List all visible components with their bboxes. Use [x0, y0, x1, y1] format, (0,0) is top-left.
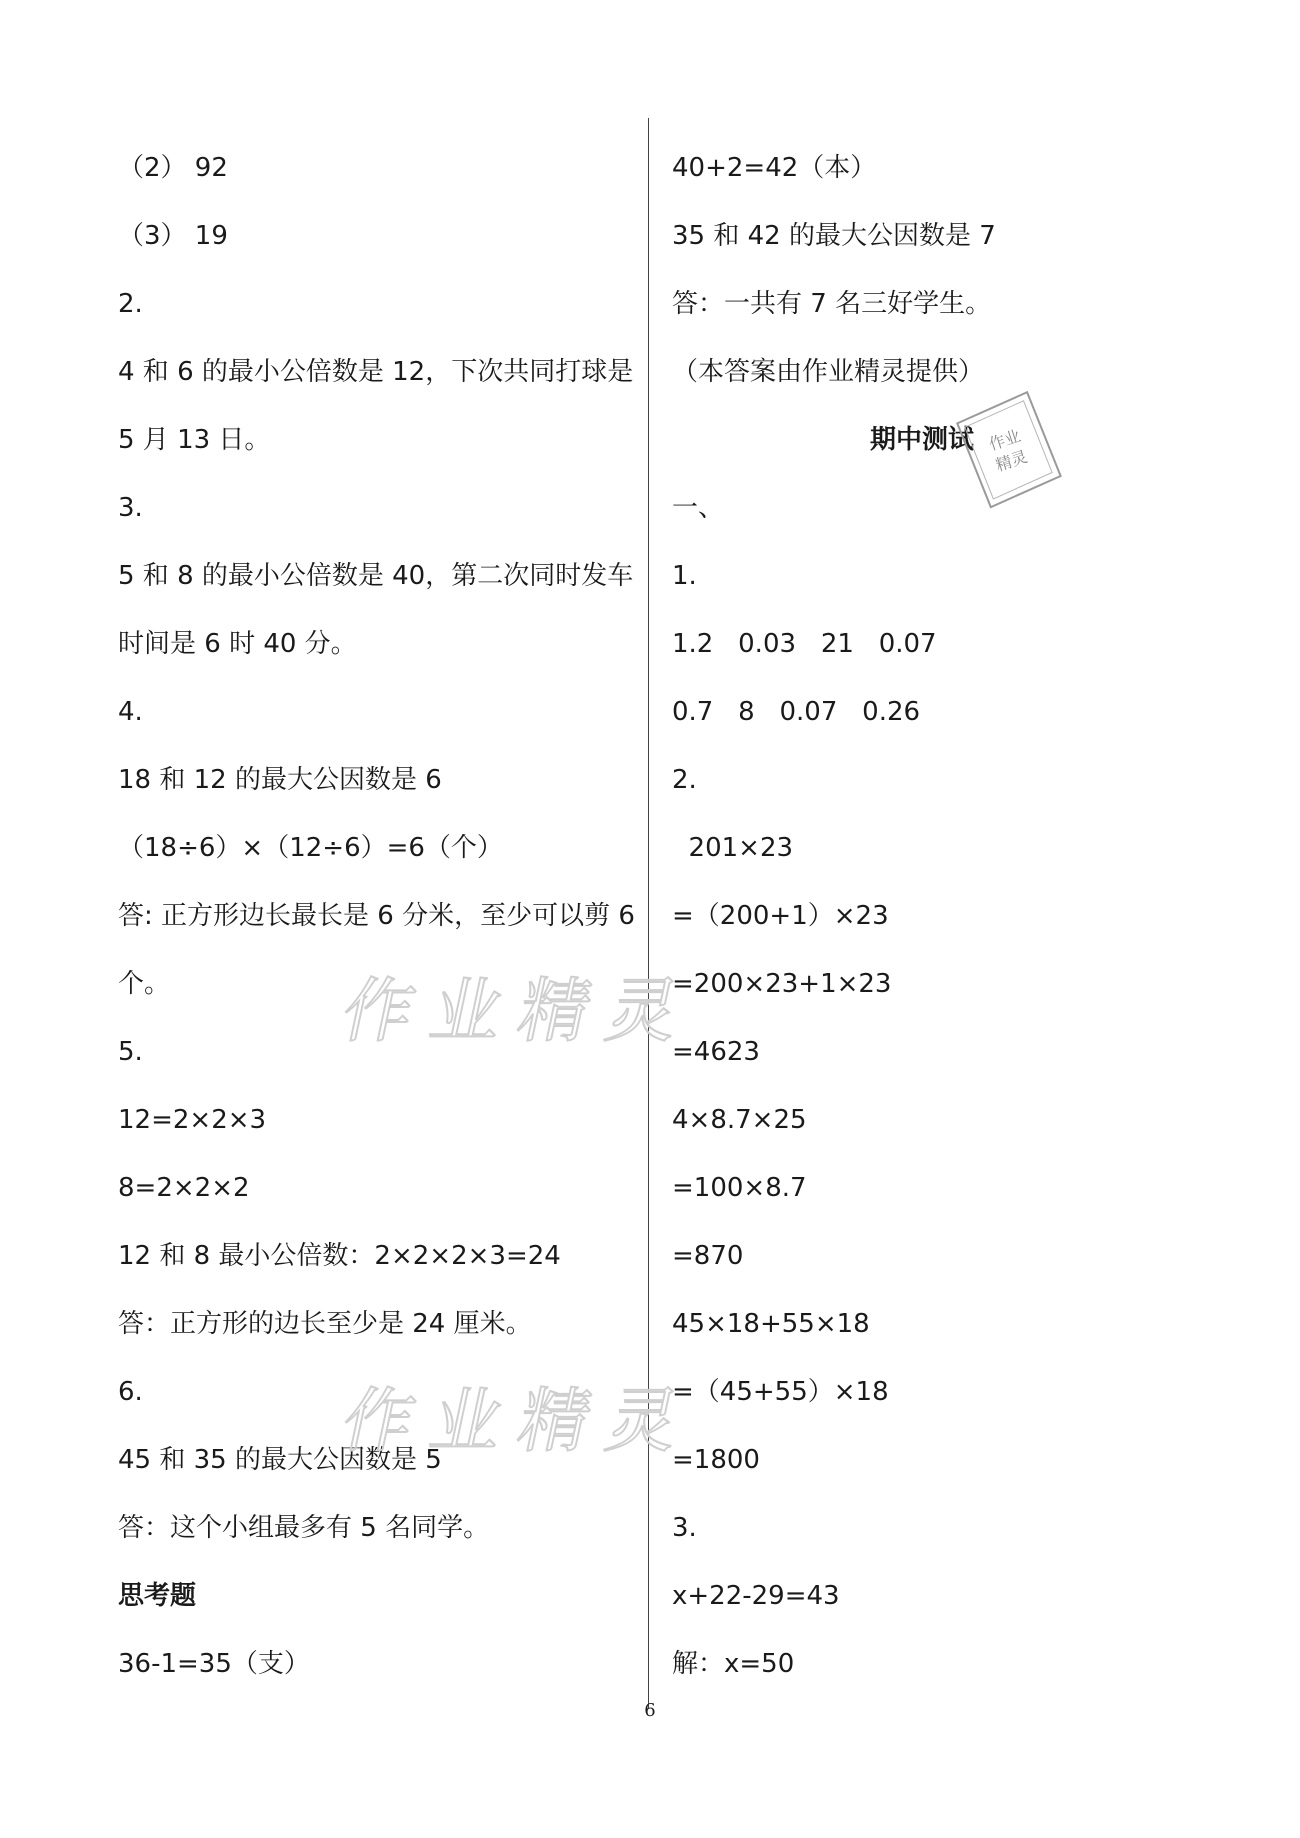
watermark: 作业精灵 [335, 970, 705, 1052]
question-number: 5. [118, 1037, 143, 1067]
answer-line: 答：这个小组最多有 5 名同学。 [118, 1513, 490, 1543]
answer-line: 1.2 0.03 21 0.07 [672, 629, 937, 659]
question-number: 1. [672, 561, 697, 591]
left-column [118, 138, 638, 1702]
answer-line: 个。 [118, 969, 171, 999]
part-number: 一、 [672, 493, 725, 523]
page-number: 6 [644, 1700, 656, 1721]
answer-line: 40+2=42（本） [672, 153, 877, 183]
attribution-note: （本答案由作业精灵提供） [672, 357, 985, 387]
math-step: 201×23 [672, 833, 794, 863]
answer-line: 答：一共有 7 名三好学生。 [672, 289, 992, 319]
math-step: =（200+1）×23 [672, 901, 889, 931]
question-number: 4. [118, 697, 143, 727]
math-step: =100×8.7 [672, 1173, 807, 1203]
math-step: x+22-29=43 [672, 1581, 840, 1611]
answer-line: （18÷6）×（12÷6）=6（个） [118, 833, 503, 863]
answer-line: 4 和 6 的最小公倍数是 12，下次共同打球是 [118, 357, 634, 387]
answer-line: 45 和 35 的最大公因数是 5 [118, 1445, 442, 1475]
math-step: 45×18+55×18 [672, 1309, 870, 1339]
answer-line: （2） 92 [118, 153, 228, 183]
answer-line: 18 和 12 的最大公因数是 6 [118, 765, 442, 795]
math-step: 4×8.7×25 [672, 1105, 807, 1135]
math-step: =（45+55）×18 [672, 1377, 889, 1407]
watermark: 作业精灵 [335, 1380, 705, 1462]
math-step: =870 [672, 1241, 744, 1271]
answer-line: 12=2×2×3 [118, 1105, 267, 1135]
answer-line: 36-1=35（支） [118, 1649, 310, 1679]
math-step: 解：x=50 [672, 1649, 795, 1679]
answer-line: 35 和 42 的最大公因数是 7 [672, 221, 996, 251]
answer-line: 8=2×2×2 [118, 1173, 250, 1203]
answer-line: （3） 19 [118, 221, 228, 251]
question-number: 3. [672, 1513, 697, 1543]
answer-line: 时间是 6 时 40 分。 [118, 629, 357, 659]
answer-line: 0.7 8 0.07 0.26 [672, 697, 921, 727]
answer-line: 5 月 13 日。 [118, 425, 271, 455]
math-step: =200×23+1×23 [672, 969, 892, 999]
column-divider [648, 118, 649, 1708]
svg-text:作业: 作业 [986, 426, 1023, 454]
answer-line: 12 和 8 最小公倍数：2×2×2×3=24 [118, 1241, 561, 1271]
math-step: =1800 [672, 1445, 760, 1475]
question-number: 2. [672, 765, 697, 795]
answer-line: 答: 正方形边长最长是 6 分米，至少可以剪 6 [118, 901, 635, 931]
question-number: 6. [118, 1377, 143, 1407]
answer-line: 答：正方形的边长至少是 24 厘米。 [118, 1309, 532, 1339]
math-step: =4623 [672, 1037, 760, 1067]
question-number: 3. [118, 493, 143, 523]
answer-line: 5 和 8 的最小公倍数是 40，第二次同时发车 [118, 561, 634, 591]
section-heading: 期中测试 [869, 425, 974, 455]
right-column [672, 138, 1192, 1702]
section-heading: 思考题 [118, 1581, 197, 1611]
question-number: 2. [118, 289, 143, 319]
svg-text:精灵: 精灵 [993, 446, 1030, 475]
